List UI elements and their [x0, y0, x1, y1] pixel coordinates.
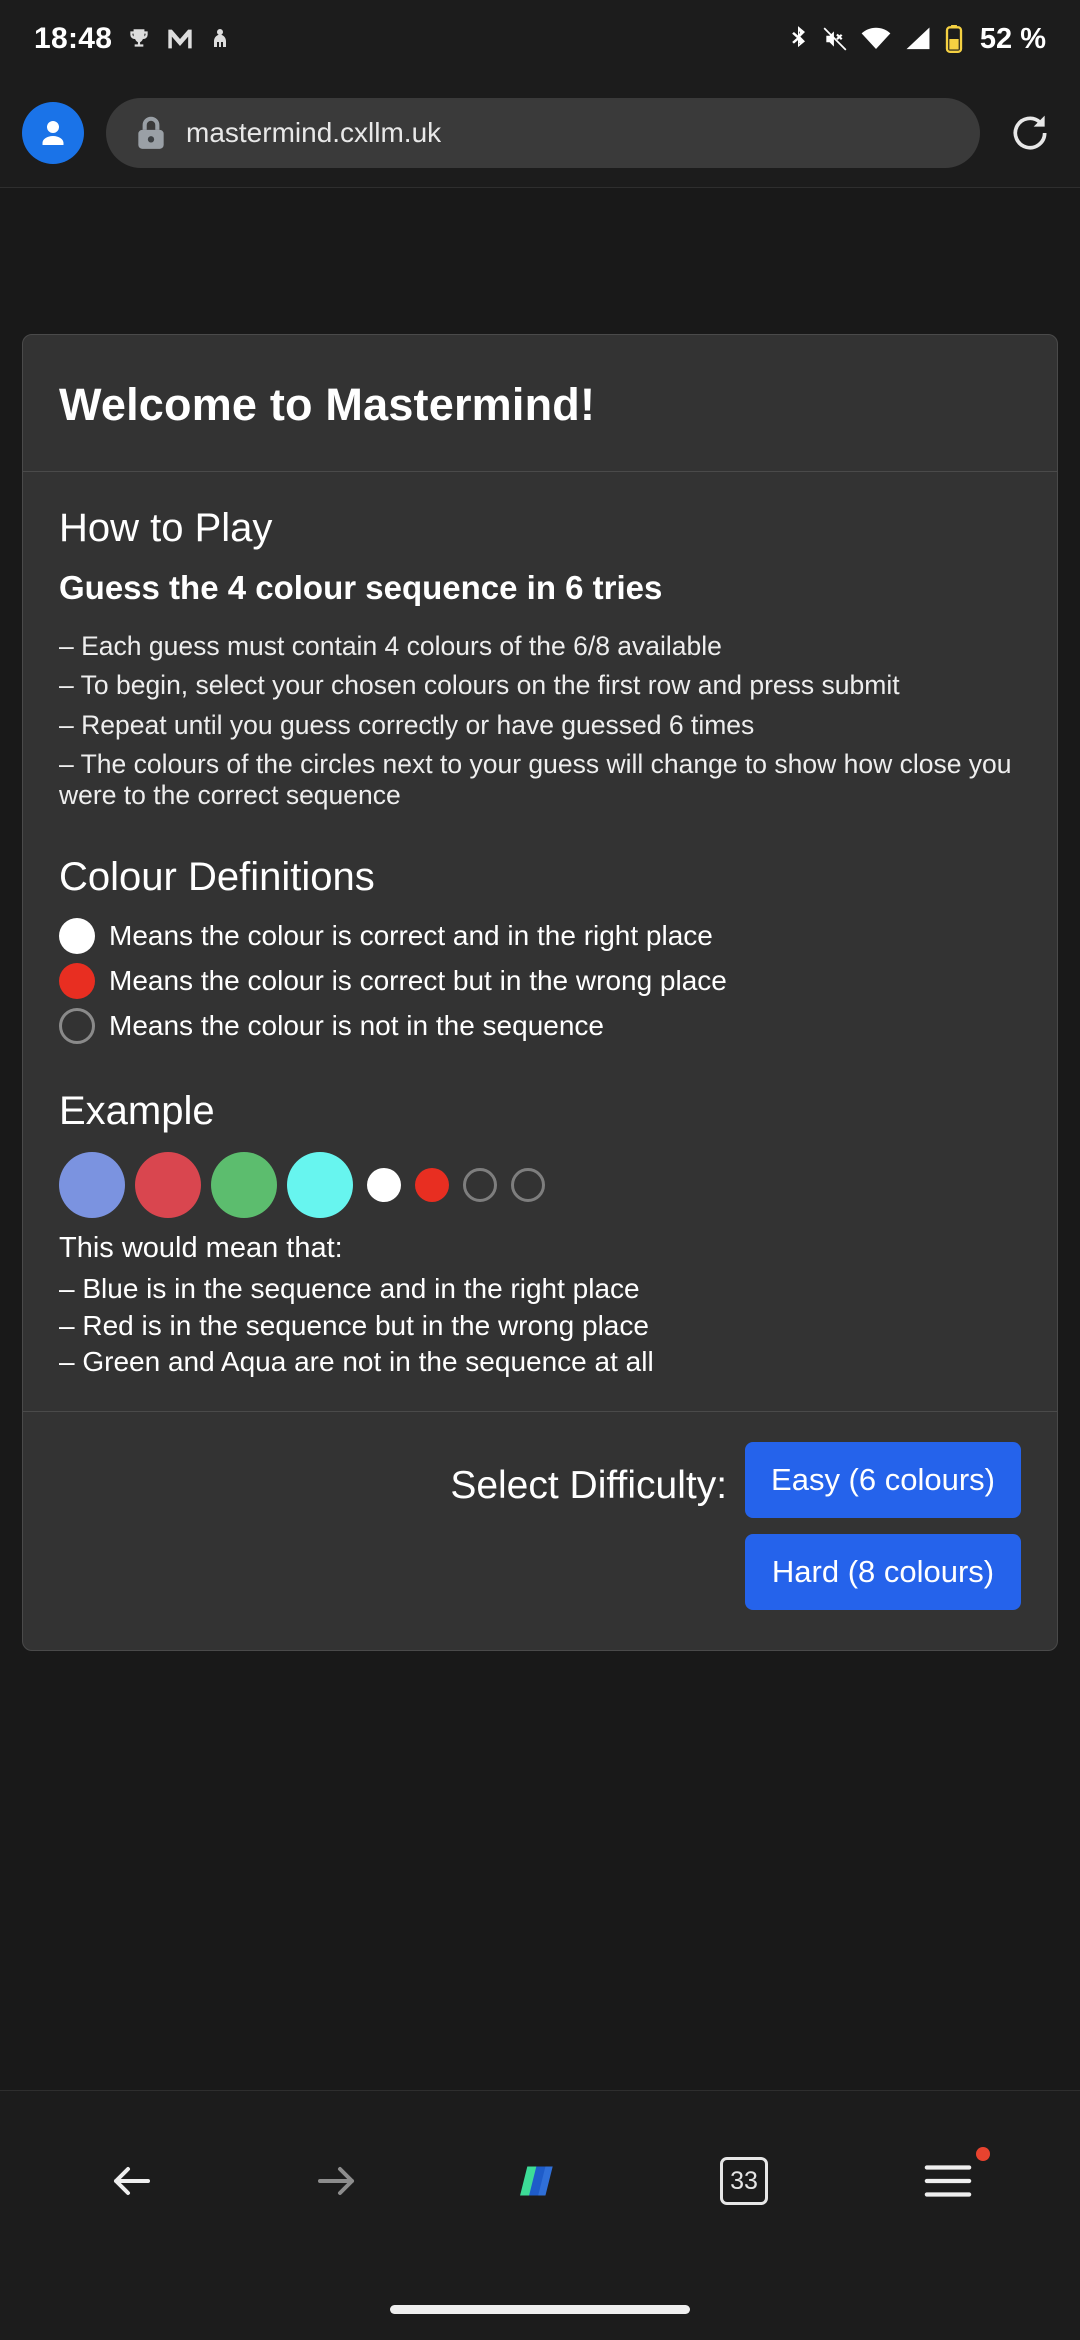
colour-definition-row: [59, 1008, 1021, 1044]
example-lead-text: This would mean that:: [59, 1232, 343, 1265]
trophy-icon: [126, 26, 152, 52]
example-feedback-peg-white: [367, 1168, 401, 1202]
example-line: – Green and Aqua are not in the sequence at all: [59, 1346, 654, 1378]
difficulty-label: Select Difficulty:: [450, 1463, 728, 1507]
bluetooth-icon: [787, 25, 809, 53]
example-guess-peg-red: [135, 1152, 201, 1218]
battery-icon: [945, 25, 963, 53]
status-bar-right: [787, 23, 1046, 56]
red-peg-icon: [59, 963, 95, 999]
wifi-icon: [861, 26, 891, 52]
example-feedback-peg-empty: [463, 1168, 497, 1202]
how-to-play-subheading: Guess the 4 colour sequence in 6 tries: [59, 569, 663, 606]
difficulty-section: [23, 1411, 1057, 1650]
example-guess-peg-blue: [59, 1152, 125, 1218]
colour-definitions-heading: Colour Definitions: [59, 855, 375, 900]
menu-notification-dot: [976, 2147, 990, 2161]
address-bar[interactable]: [106, 98, 980, 168]
nav-row: [0, 2091, 1080, 2271]
rule-item: – Each guess must contain 4 colours of the 6/8 available: [59, 631, 722, 661]
example-heading: Example: [59, 1089, 215, 1134]
gmail-icon: [166, 26, 194, 52]
status-time: 18:48: [34, 22, 113, 55]
example-guess-row: [59, 1152, 1021, 1218]
example-line: – Red is in the sequence but in the wrong place: [59, 1309, 649, 1341]
colour-definition-text: Means the colour is correct but in the wrong place: [109, 965, 727, 997]
mute-icon: [822, 26, 848, 52]
example-guess-peg-aqua: [287, 1152, 353, 1218]
battery-percent: 52 %: [979, 22, 1046, 55]
page-title: Welcome to Mastermind!: [59, 379, 596, 430]
app-icon: [208, 26, 232, 52]
example-feedback-peg-red: [415, 1168, 449, 1202]
spacer: [59, 1053, 1021, 1089]
example-feedback-peg-empty: [511, 1168, 545, 1202]
colour-definition-text: Means the colour is correct and in the right place: [109, 920, 713, 952]
example-line: – Blue is in the sequence and in the right place: [59, 1273, 640, 1305]
account-avatar-icon[interactable]: [22, 102, 84, 164]
hard-difficulty-button[interactable]: Hard (8 colours): [745, 1534, 1021, 1610]
difficulty-buttons: [745, 1442, 1021, 1610]
easy-difficulty-button[interactable]: Easy (6 colours): [745, 1442, 1021, 1518]
menu-button[interactable]: [888, 2131, 1008, 2231]
web-page-content: [0, 188, 1080, 2090]
colour-definition-text: Means the colour is not in the sequence: [109, 1010, 604, 1042]
tab-count: 33: [720, 2157, 768, 2205]
white-peg-icon: [59, 918, 95, 954]
back-button[interactable]: [72, 2131, 192, 2231]
mastermind-card: [22, 334, 1058, 1651]
forward-arrow-icon: [312, 2157, 360, 2205]
card-header: [23, 335, 1057, 472]
rule-item: – To begin, select your chosen colours on the first row and press submit: [59, 670, 900, 701]
reload-icon[interactable]: [1002, 105, 1058, 161]
example-guess-peg-green: [211, 1152, 277, 1218]
browser-bottom-navigation: [0, 2090, 1080, 2340]
rule-item: – Repeat until you guess correctly or have guessed 6 times: [59, 709, 755, 740]
empty-peg-icon: [59, 1008, 95, 1044]
lock-icon: [134, 114, 168, 152]
spacer: [59, 819, 1021, 855]
signal-icon: [904, 26, 932, 52]
forward-button[interactable]: [276, 2131, 396, 2231]
browser-toolbar: [0, 78, 1080, 188]
colour-definition-row: [59, 963, 1021, 999]
browser-home-button[interactable]: [480, 2131, 600, 2231]
card-body: [23, 472, 1057, 1411]
how-to-play-heading: How to Play: [59, 506, 273, 550]
back-arrow-icon: [108, 2157, 156, 2205]
browser-home-icon: [511, 2152, 569, 2210]
url-text: mastermind.cxllm.uk: [186, 116, 442, 148]
colour-definition-row: [59, 918, 1021, 954]
status-bar-left: [34, 22, 232, 56]
status-bar: [0, 0, 1080, 78]
rule-item: – The colours of the circles next to your guess will change to show how close you were to the correct sequence: [59, 748, 1012, 811]
gesture-navigation-bar[interactable]: [390, 2305, 690, 2314]
tab-switcher-button[interactable]: [684, 2131, 804, 2231]
hamburger-menu-icon: [923, 2161, 973, 2201]
